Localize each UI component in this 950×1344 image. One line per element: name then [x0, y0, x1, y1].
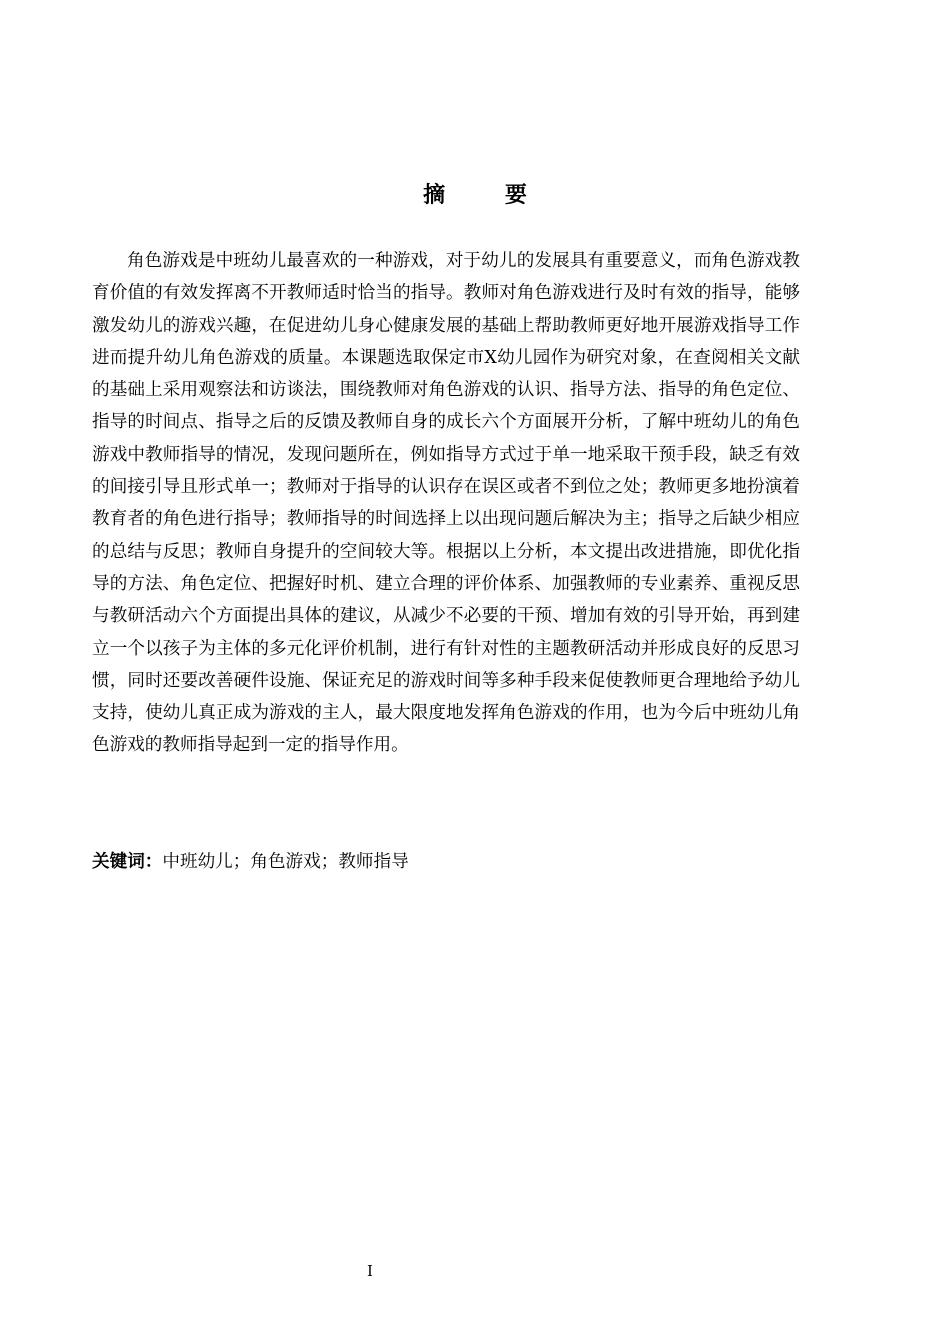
- abstract-title: 摘 要: [423, 182, 553, 208]
- keywords-line: [92, 848, 800, 876]
- abstract-paragraph: 角色游戏是中班幼儿最喜欢的一种游戏，对于幼儿的发展具有重要意义，而角色游戏教育价值的有效发挥离不开教师适时恰当的指导。教师对角色游戏进行及时有效的指导，能够激发幼儿的游戏兴趣，在促进幼儿身心健康发展的基础上帮助教师更好地开展游戏指导工作进而提升幼儿角色游戏的质量。本课题选取保定市X幼儿园作为研究对象，在查阅相关文献的基础上采用观察法和访谈法，围绕教师对角色游戏的认识、指导方法、指导的角色定位、指导的时间点、指导之后的反馈及教师自身的成长六个方面展开分析，了解中班幼儿的角色游戏中教师指导的情况，发现问题所在，例如指导方式过于单一地采取干预手段，缺乏有效的间接引导且形式单一；教师对于指导的认识存在误区或者不到位之处；教师更多地扮演着教育者的角色进行指导；教师指导的时间选择上以出现问题后解决为主；指导之后缺少相应的总结与反思；教师自身提升的空间较大等。根据以上分析，本文提出改进措施，即优化指导的方法、角色定位、把握好时机、建立合理的评价体系、加强教师的专业素养、重视反思与教研活动六个方面提出具体的建议，从减少不必要的干预、增加有效的引导开始，再到建立一个以孩子为主体的多元化评价机制，进行有针对性的主题教研活动并形成良好的反思习惯，同时还要改善硬件设施、保证充足的游戏时间等多种手段来促使教师更合理地给予幼儿支持，使幼儿真正成为游戏的主人，最大限度地发挥角色游戏的作用，也为今后中班幼儿角色游戏的教师指导起到一定的指导作用。: [92, 251, 800, 756]
- page-number: I: [367, 1262, 373, 1280]
- keywords-value: 中班幼儿；角色游戏；教师指导: [162, 852, 409, 872]
- keywords-label: 关键词：: [92, 851, 163, 872]
